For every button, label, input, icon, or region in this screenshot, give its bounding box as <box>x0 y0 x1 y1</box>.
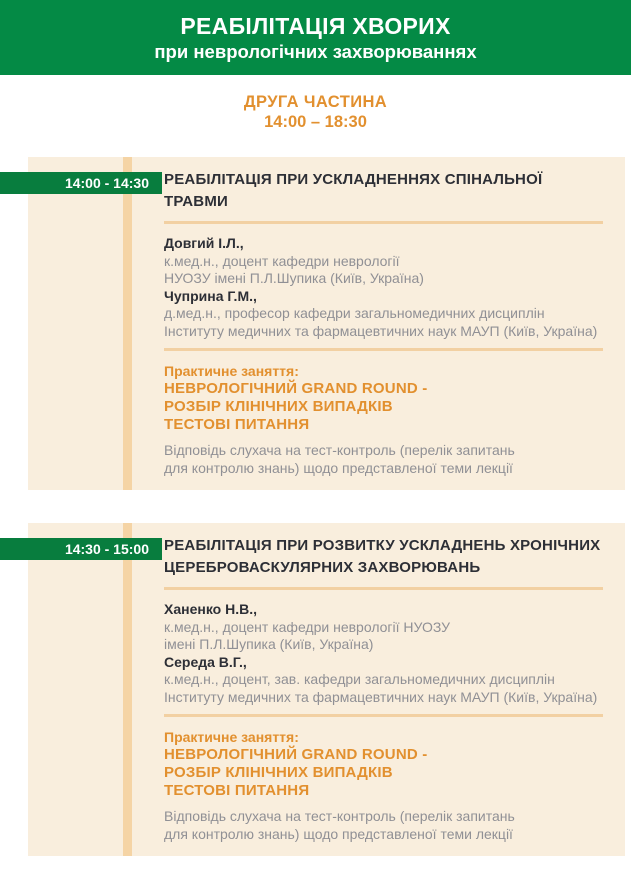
note-line: Відповідь слухача на тест-контроль (перелік запитань <box>164 808 515 824</box>
speaker-credentials-line: к.мед.н., доцент, зав. кафедри загальномедичних дисциплін <box>164 671 555 687</box>
time-badge: 14:30 - 15:00 <box>0 538 162 560</box>
speaker-credentials-line: к.мед.н., доцент кафедри неврології <box>164 252 400 269</box>
header-banner <box>0 0 631 75</box>
note-line: для контролю знань) щодо представленої теми лекції <box>164 826 513 842</box>
practical-session-title <box>164 380 603 434</box>
speaker-name: Довгий І.Л., <box>164 235 244 251</box>
session-spine <box>123 157 132 490</box>
speakers-list <box>164 235 603 340</box>
practical-title-line: НЕВРОЛОГІЧНИЙ GRAND ROUND - <box>164 746 428 763</box>
session-title <box>164 169 603 213</box>
speaker-name: Ханенко Н.В., <box>164 601 257 617</box>
practical-session-label: Практичне заняття: <box>164 729 299 745</box>
note-line: для контролю знань) щодо представленої теми лекції <box>164 460 513 476</box>
session-content <box>148 157 625 490</box>
test-control-note <box>164 807 603 843</box>
time-badge: 14:00 - 14:30 <box>0 172 162 194</box>
practical-title-line: РОЗБІР КЛІНІЧНИХ ВИПАДКІВ <box>164 764 393 781</box>
session-title <box>164 535 603 579</box>
part-time-range: 14:00 – 18:30 <box>264 113 367 131</box>
speaker-credentials-line: Інституту медичних та фармацевтичних наук МАУП (Київ, Україна) <box>164 322 598 339</box>
divider-line <box>164 348 603 351</box>
session-title-line: РЕАБІЛІТАЦІЯ ПРИ УСКЛАДНЕННЯХ СПІНАЛЬНОЇ ТРАВМИ <box>164 171 543 210</box>
session-title-line: ЦЕРЕБРОВАСКУЛЯРНИХ ЗАХВОРЮВАНЬ <box>164 559 481 576</box>
speaker-credentials-line: НУОЗУ імені П.Л.Шупика (Київ, Україна) <box>164 270 424 286</box>
page-title-line2: при неврологічних захворюваннях <box>154 40 477 62</box>
divider-line <box>164 714 603 717</box>
practical-session-label: Практичне заняття: <box>164 363 299 379</box>
divider-line <box>164 221 603 224</box>
part-subtitle <box>0 93 631 132</box>
session-content <box>148 523 625 856</box>
page-title-line1: РЕАБІЛІТАЦІЯ ХВОРИХ <box>180 12 451 39</box>
practical-title-line: НЕВРОЛОГІЧНИЙ GRAND ROUND - <box>164 380 428 397</box>
speaker-credentials-line: д.мед.н., професор кафедри загальномедичних дисциплін <box>164 305 545 321</box>
speaker-credentials-line: к.мед.н., доцент кафедри неврології НУОЗУ <box>164 618 451 635</box>
session-block-2 <box>28 523 625 856</box>
speakers-list <box>164 601 603 706</box>
note-line: Відповідь слухача на тест-контроль (перелік запитань <box>164 442 515 458</box>
session-title-line: РЕАБІЛІТАЦІЯ ПРИ РОЗВИТКУ УСКЛАДНЕНЬ ХРОНІЧНИХ <box>164 537 601 554</box>
practical-title-line: РОЗБІР КЛІНІЧНИХ ВИПАДКІВ <box>164 398 393 415</box>
speaker-credentials-line: імені П.Л.Шупика (Київ, Україна) <box>164 636 374 652</box>
session-spine <box>123 523 132 856</box>
speaker-credentials-line: Інституту медичних та фармацевтичних наук МАУП (Київ, Україна) <box>164 688 598 705</box>
session-block-1 <box>28 157 625 490</box>
test-control-note <box>164 441 603 477</box>
practical-title-line: ТЕСТОВІ ПИТАННЯ <box>164 416 310 433</box>
practical-session-title <box>164 746 603 800</box>
speaker-name: Середа В.Г., <box>164 653 247 670</box>
practical-title-line: ТЕСТОВІ ПИТАННЯ <box>164 782 310 799</box>
speaker-name: Чуприна Г.М., <box>164 287 257 304</box>
divider-line <box>164 587 603 590</box>
part-label: ДРУГА ЧАСТИНА <box>243 93 388 111</box>
